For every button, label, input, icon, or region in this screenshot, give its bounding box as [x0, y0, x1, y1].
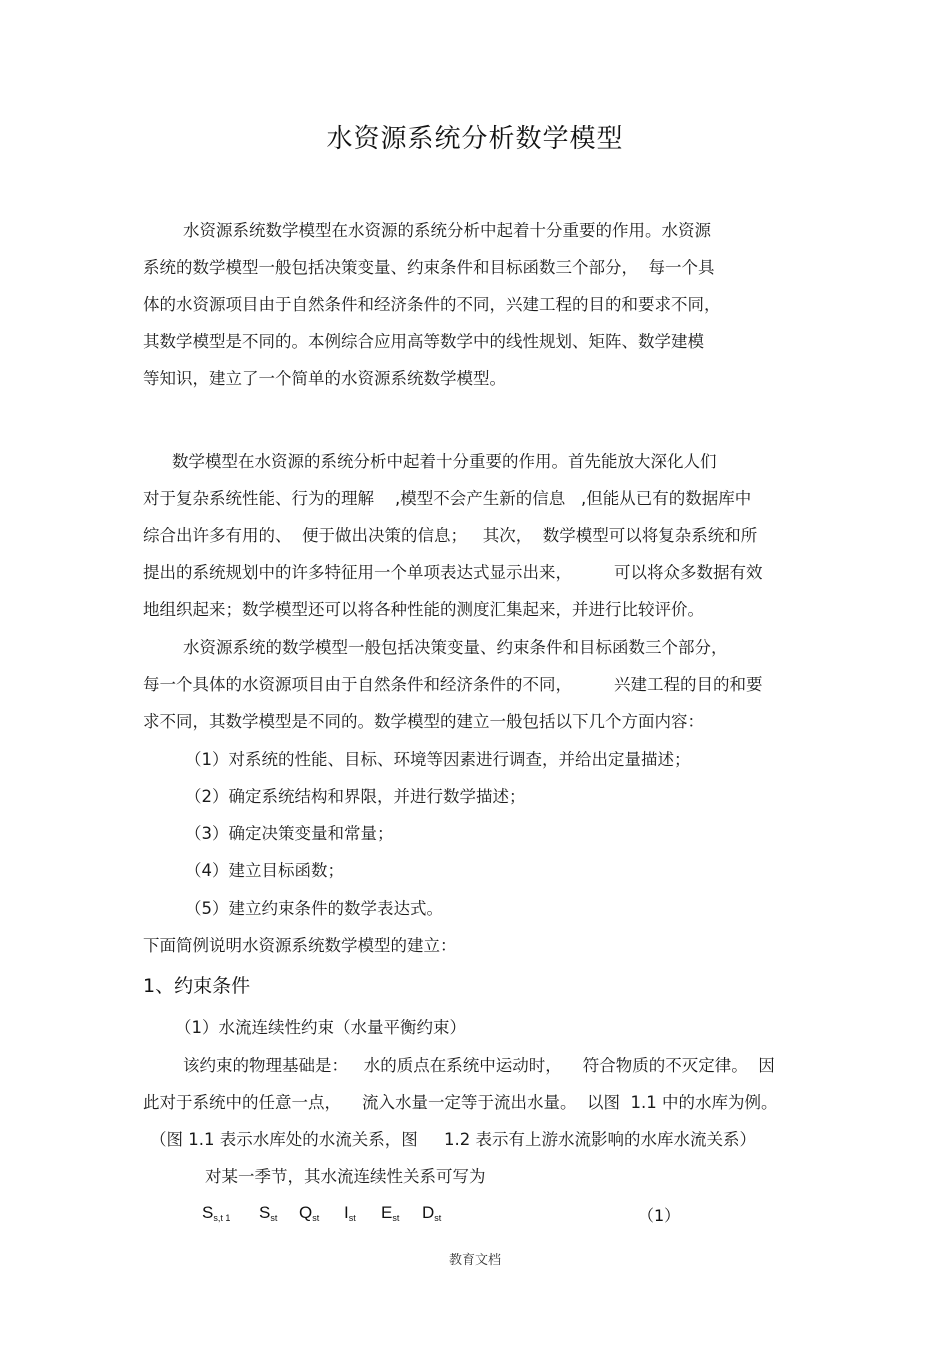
list-item: （1）对系统的性能、目标、环境等因素进行调查，并给出定量描述； — [185, 750, 691, 769]
body-line: （图 1.1 表示水库处的水流关系，图 1.2 表示有上游水流影响的水库水流关系） — [150, 1130, 756, 1149]
list-item: （2）确定系统结构和界限，并进行数学描述； — [185, 787, 526, 806]
list-item: （5）建立约束条件的数学表达式。 — [185, 899, 443, 918]
body-line: 每一个具体的水资源项目由于自然条件和经济条件的不同， 兴建工程的目的和要 — [143, 675, 763, 694]
formula — [202, 1203, 682, 1229]
formula-term: $S_{st}$ — [259, 1203, 278, 1223]
abstract-line: 系统的数学模型一般包括决策变量、约束条件和目标函数三个部分， 每一个具 — [143, 258, 715, 277]
body-line: 该约束的物理基础是： 水的质点在系统中运动时， 符合物质的不灭定律。 因 — [183, 1056, 775, 1075]
abstract-line: 等知识，建立了一个简单的水资源系统数学模型。 — [143, 369, 506, 388]
list-item: （3）确定决策变量和常量； — [185, 824, 394, 843]
abstract-line: 水资源系统数学模型在水资源的系统分析中起着十分重要的作用。水资源 — [183, 221, 711, 240]
equation-number: （1） — [638, 1206, 681, 1225]
formula-term: $E_{st}$ — [381, 1203, 400, 1223]
formula-term: $S_{s,t 1}$ — [202, 1203, 231, 1223]
page-footer: 教育文档 — [448, 1253, 501, 1268]
body-line: 数学模型在水资源的系统分析中起着十分重要的作用。首先能放大深化人们 — [172, 452, 717, 471]
formula-term: $I_{st}$ — [344, 1203, 356, 1223]
body-line: 地组织起来；数学模型还可以将各种性能的测度汇集起来，并进行比较评价。 — [143, 600, 704, 619]
formula-intro: 对某一季节，其水流连续性关系可写为 — [205, 1167, 486, 1186]
formula-term: $D_{st}$ — [422, 1203, 442, 1223]
section-heading: 1、约束条件 — [143, 975, 251, 997]
body-line: 水资源系统的数学模型一般包括决策变量、约束条件和目标函数三个部分， — [183, 638, 728, 657]
abstract-line: 体的水资源项目由于自然条件和经济条件的不同，兴建工程的目的和要求不同， — [143, 295, 721, 314]
intro-line: 下面简例说明水资源系统数学模型的建立： — [143, 936, 457, 955]
body-line: 提出的系统规划中的许多特征用一个单项表达式显示出来， 可以将众多数据有效 — [143, 563, 763, 582]
list-item: （4）建立目标函数； — [185, 861, 344, 880]
body-line: 综合出许多有用的、 便于做出决策的信息； 其次， 数学模型可以将复杂系统和所 — [143, 526, 758, 545]
body-line: 此对于系统中的任意一点， 流入水量一定等于流出水量。 以图 1.1 中的水库为例。 — [143, 1093, 778, 1112]
abstract-line: 其数学模型是不同的。本例综合应用高等数学中的线性规划、矩阵、数学建模 — [143, 332, 704, 351]
body-line: 对于复杂系统性能、行为的理解 ,模型不会产生新的信息 ,但能从已有的数据库中 — [143, 489, 752, 508]
subsection-heading: （1）水流连续性约束（水量平衡约束） — [175, 1018, 466, 1037]
document-title: 水资源系统分析数学模型 — [326, 124, 624, 154]
formula-term: $Q_{st}$ — [299, 1203, 320, 1223]
body-line: 求不同，其数学模型是不同的。数学模型的建立一般包括以下几个方面内容： — [143, 712, 704, 731]
